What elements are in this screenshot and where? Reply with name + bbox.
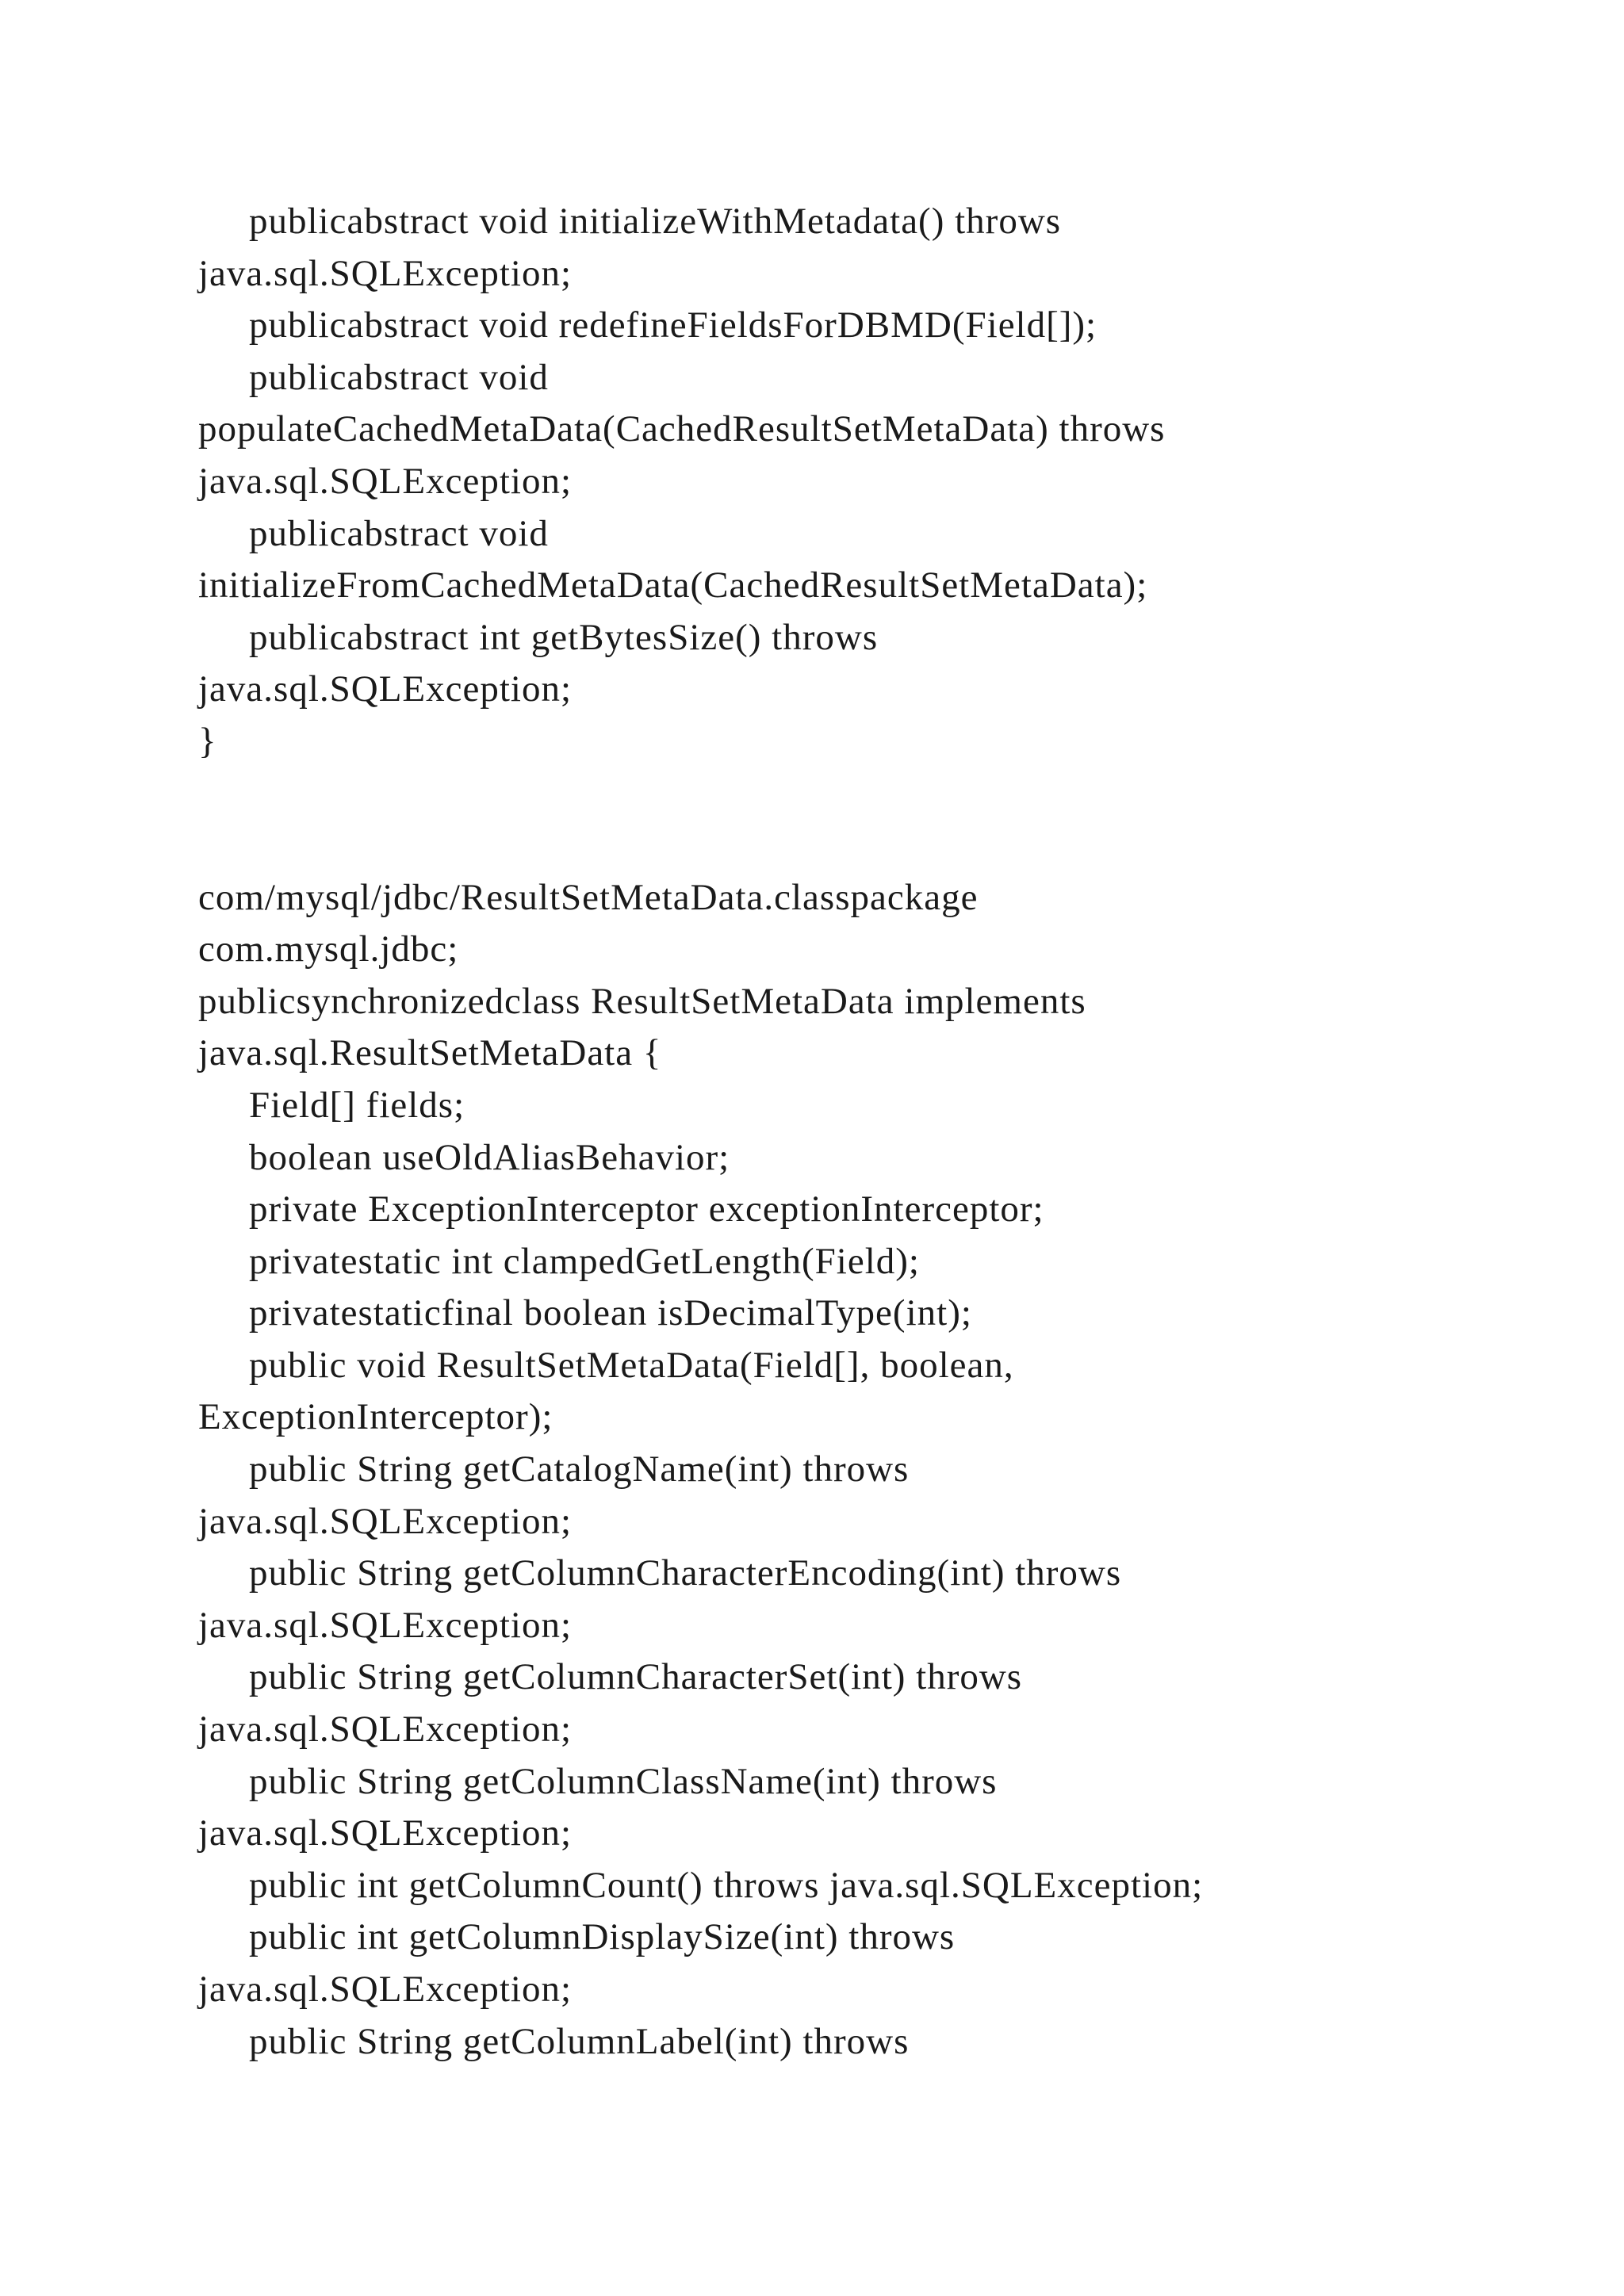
code-line: ExceptionInterceptor); [198,1396,553,1438]
code-line: public void ResultSetMetaData(Field[], boolean, [249,1344,1014,1386]
code-line: public int getColumnDisplaySize(int) throws [249,1916,956,1958]
code-line: java.sql.SQLException; [198,252,573,294]
code-line: java.sql.SQLException; [198,1709,573,1751]
code-line: public String getCatalogName(int) throws [249,1448,910,1490]
code-line: public int getColumnCount() throws java.sql.SQLException; [249,1864,1204,1906]
code-line: public String getColumnCharacterSet(int) throws [249,1656,1023,1698]
section-gap [198,768,1546,872]
code-text-block [198,196,1546,2068]
code-line: publicabstract int getBytesSize() throws [249,616,879,658]
code-line: java.sql.SQLException; [198,1969,573,2010]
code-line: populateCachedMetaData(CachedResultSetMetaData) throws [198,408,1166,450]
code-line: privatestatic int clampedGetLength(Field); [249,1240,920,1282]
code-line: privatestaticfinal boolean isDecimalType(int); [249,1292,972,1334]
code-line: public String getColumnLabel(int) throws [249,2020,910,2062]
code-line: } [198,720,217,762]
class-declaration-section [198,872,1546,2068]
code-line: publicabstract void initializeWithMetadata() throws [249,201,1062,242]
code-line: java.sql.SQLException; [198,1812,573,1854]
interface-tail-section [198,196,1546,768]
code-line: java.sql.ResultSetMetaData { [198,1032,662,1074]
code-line: publicabstract void redefineFieldsForDBMD(Field[]); [249,304,1097,346]
code-line: public String getColumnCharacterEncoding(int) throws [249,1552,1122,1594]
code-line: java.sql.SQLException; [198,1500,573,1542]
code-line: com/mysql/jdbc/ResultSetMetaData.classpackage [198,876,979,918]
code-line: com.mysql.jdbc; [198,928,459,970]
code-line: java.sql.SQLException; [198,668,573,710]
code-line: publicabstract void [249,356,549,398]
code-line: boolean useOldAliasBehavior; [249,1136,730,1178]
code-line: public String getColumnClassName(int) throws [249,1760,998,1802]
code-line: publicabstract void [249,512,549,554]
code-line: java.sql.SQLException; [198,460,573,502]
code-line: java.sql.SQLException; [198,1604,573,1646]
code-line: publicsynchronizedclass ResultSetMetaData implements [198,980,1086,1022]
code-line: initializeFromCachedMetaData(CachedResultSetMetaData); [198,564,1148,607]
code-line: Field[] fields; [249,1084,465,1126]
code-line: private ExceptionInterceptor exceptionInterceptor; [249,1188,1044,1230]
